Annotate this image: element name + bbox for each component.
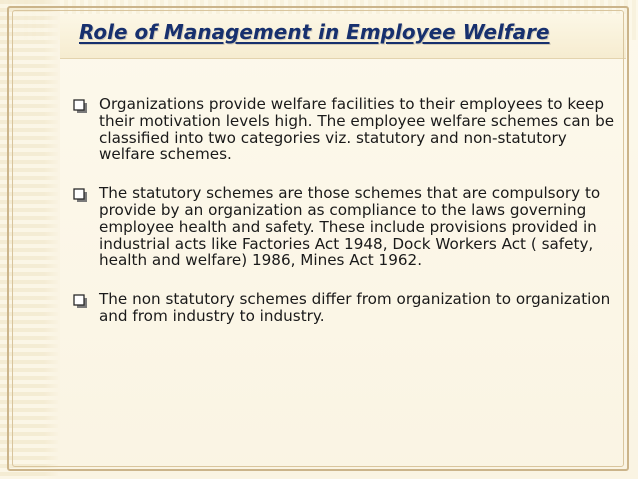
bullet-text: The statutory schemes are those schemes that are compulsory to provide by an organization as compliance to the laws governing employee health and safety. These include provisions provided in industrial acts like Factories Act 1948, Dock Workers Act ( safety, health and welfare) 1986, Mines Act 1962. (99, 184, 601, 270)
hollow-square-bullet-icon (73, 294, 88, 309)
bullet-text: The non statutory schemes differ from organization to organization and from industry to industry. (99, 290, 611, 325)
hollow-square-bullet-icon (73, 99, 88, 114)
bullet-list (73, 96, 625, 347)
bullet-item-2 (73, 185, 625, 269)
hollow-square-bullet-icon (73, 188, 88, 203)
bullet-item-1 (73, 96, 625, 163)
bullet-text: Organizations provide welfare facilities to their employees to keep their motivation levels high. The employee welfare schemes can be classified into two categories viz. statutory and non-statutory welfare schemes. (99, 95, 615, 164)
slide-title: Role of Management in Employee Welfare (79, 20, 550, 44)
bullet-item-3 (73, 291, 625, 325)
